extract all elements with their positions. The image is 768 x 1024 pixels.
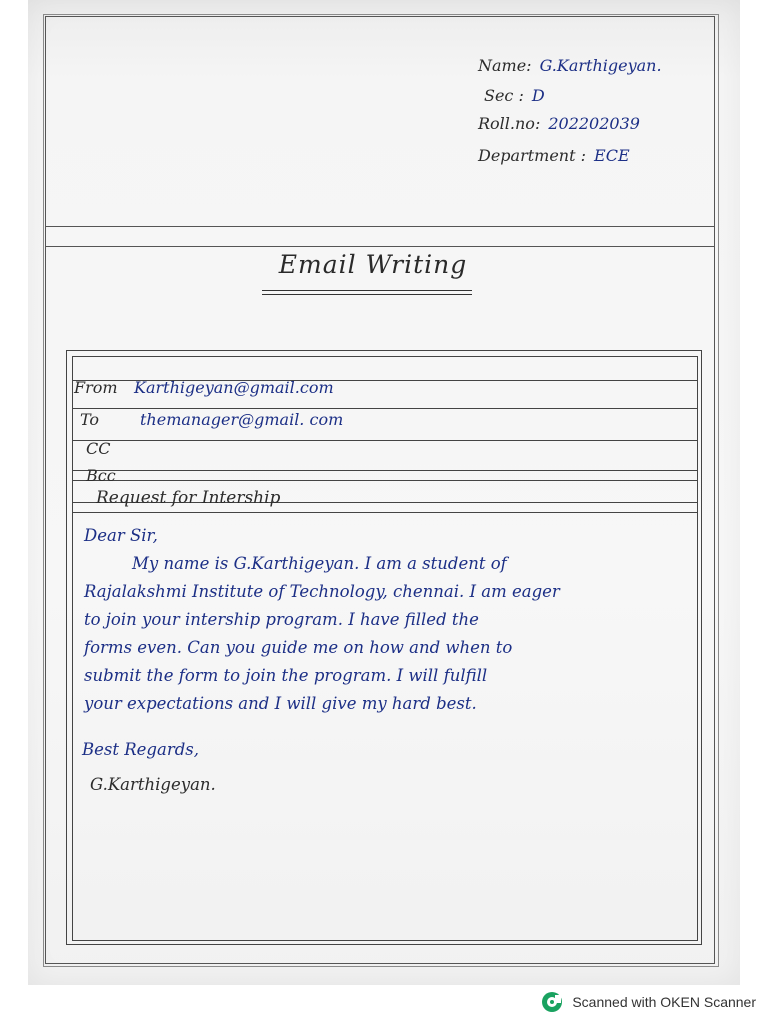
scanner-text: Scanned with OKEN Scanner	[572, 994, 756, 1010]
dept-label: Department :	[478, 146, 587, 165]
body-line: submit the form to join the program. I will fulfill	[84, 666, 488, 685]
to-value: themanager@gmail. com	[140, 410, 344, 429]
scanner-watermark	[542, 992, 756, 1012]
body-line: Rajalakshmi Institute of Technology, chennai. I am eager	[84, 582, 560, 601]
bcc-label: Bcc	[86, 466, 116, 485]
dept-value: ECE	[594, 146, 630, 165]
sec-row	[484, 86, 545, 105]
sec-label: Sec :	[484, 86, 524, 105]
from-row	[74, 378, 334, 397]
bcc-row	[86, 466, 146, 485]
header-line	[72, 440, 698, 441]
from-value: Karthigeyan@gmail.com	[134, 378, 334, 397]
oken-scanner-logo-icon	[542, 992, 562, 1012]
roll-label: Roll.no:	[478, 114, 541, 133]
closing: Best Regards,	[82, 740, 199, 759]
name-row	[478, 56, 662, 75]
title-underline	[262, 290, 472, 295]
dept-row	[478, 146, 630, 165]
header-line	[72, 470, 698, 471]
to-row	[80, 410, 343, 429]
from-label: From	[74, 378, 118, 397]
body-line: to join your intership program. I have filled the	[84, 610, 479, 629]
cc-row	[86, 439, 146, 458]
to-label: To	[80, 410, 100, 429]
header-line	[72, 512, 698, 513]
body-line: My name is G.Karthigeyan. I am a student of	[132, 554, 507, 573]
body-line: your expectations and I will give my hard best.	[84, 694, 477, 713]
name-label: Name:	[478, 56, 532, 75]
roll-value: 202202039	[548, 114, 640, 133]
subject-line: Request for Intership	[96, 488, 281, 508]
header-divider-line	[45, 226, 715, 227]
header-line	[72, 408, 698, 409]
cc-label: CC	[86, 439, 111, 458]
signature: G.Karthigeyan.	[90, 775, 216, 794]
sec-value: D	[531, 86, 545, 105]
header-line	[72, 480, 698, 481]
body-line: forms even. Can you guide me on how and when to	[84, 638, 513, 657]
page-title: Email Writing	[278, 250, 468, 279]
salutation: Dear Sir,	[84, 526, 158, 545]
name-value: G.Karthigeyan.	[539, 56, 662, 75]
roll-row	[478, 114, 640, 133]
header-divider-line-2	[45, 246, 715, 247]
